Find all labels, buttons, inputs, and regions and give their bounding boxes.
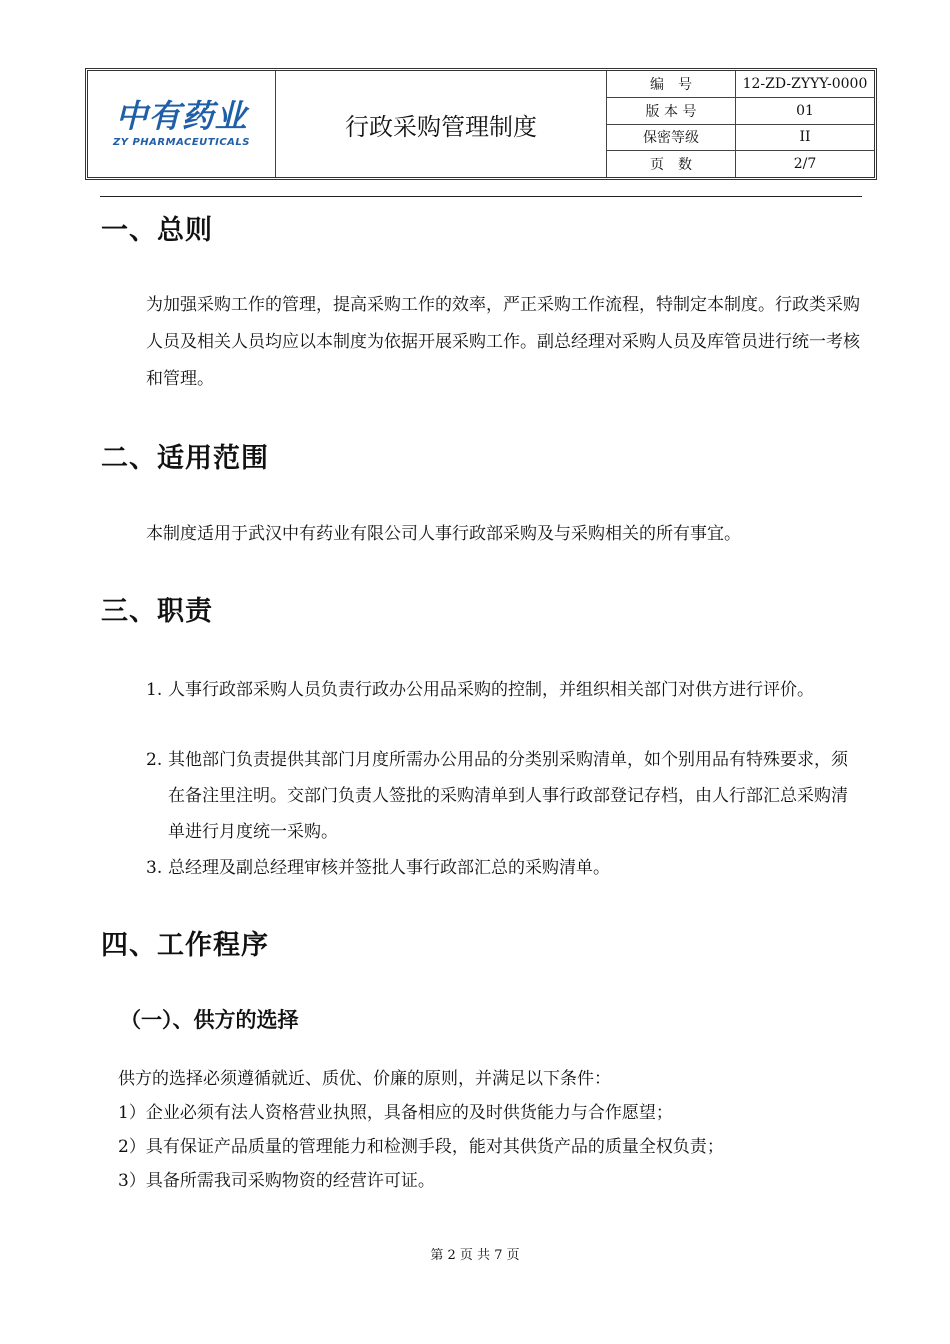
list-item-text: 人事行政部采购人员负责行政办公用品采购的控制，并组织相关部门对供方进行评价。 [168, 680, 814, 700]
meta-row-security [607, 125, 874, 152]
list-item [146, 742, 862, 850]
procedure-intro: 供方的选择必须遵循就近、质优、价廉的原则，并满足以下条件： [118, 1069, 611, 1089]
list-item-text: 其他部门负责提供其部门月度所需办公用品的分类别采购清单，如个别用品有特殊要求，须在备注里注明。交部门负责人签批的采购清单到人事行政部登记存档，由人行部汇总采购清单进行月度统一采购。 [168, 750, 848, 842]
section-heading-duties: 三、职责 [101, 596, 213, 627]
section-body-scope: 本制度适用于武汉中有药业有限公司人事行政部采购及与采购相关的所有事宜。 [146, 524, 741, 544]
logo-cn-text: 中有药业 [115, 97, 248, 135]
condition-item: 1）企业必须有法人资格营业执照，具备相应的及时供货能力与合作愿望； [118, 1103, 673, 1123]
section-heading-general: 一、总则 [101, 215, 213, 246]
list-item-number: 2. [146, 750, 163, 770]
list-item-number: 3. [146, 858, 163, 878]
sub-heading-supplier-selection: （一）、供方的选择 [120, 1008, 299, 1032]
logo-en-text: ZY PHARMACEUTICALS [113, 137, 250, 148]
meta-table [607, 71, 874, 177]
meta-value: 01 [796, 102, 814, 119]
list-item [146, 850, 862, 886]
meta-key: 页 数 [607, 151, 736, 177]
meta-row-version [607, 98, 874, 125]
section-body-general: 为加强采购工作的管理，提高采购工作的效率，严正采购工作流程，特制定本制度。行政类采购人员及相关人员均应以本制度为依据开展采购工作。副总经理对采购人员及库管员进行统一考核和管理。 [146, 295, 860, 389]
page-footer: 第 2 页 共 7 页 [430, 1248, 520, 1263]
meta-value: 2/7 [793, 156, 817, 173]
meta-key: 编 号 [607, 71, 736, 97]
list-item-text: 总经理及副总经理审核并签批人事行政部汇总的采购清单。 [168, 858, 610, 878]
meta-row-code [607, 71, 874, 98]
meta-key: 保密等级 [607, 125, 736, 151]
condition-item: 2）具有保证产品质量的管理能力和检测手段，能对其供货产品的质量全权负责； [118, 1137, 724, 1157]
meta-value: 12-ZD-ZYYY-0000 [742, 75, 868, 92]
section-heading-procedure: 四、工作程序 [101, 930, 269, 961]
meta-row-pages [607, 151, 874, 177]
section-heading-scope: 二、适用范围 [101, 443, 269, 474]
condition-item: 3）具备所需我司采购物资的经营许可证。 [118, 1171, 435, 1191]
header-rule [100, 196, 862, 197]
list-item [146, 672, 862, 708]
list-item-number: 1. [146, 680, 163, 700]
meta-value: II [799, 129, 811, 146]
document-header [85, 68, 877, 180]
company-logo [88, 71, 276, 177]
meta-key: 版 本 号 [607, 98, 736, 124]
document-title: 行政采购管理制度 [276, 71, 607, 177]
